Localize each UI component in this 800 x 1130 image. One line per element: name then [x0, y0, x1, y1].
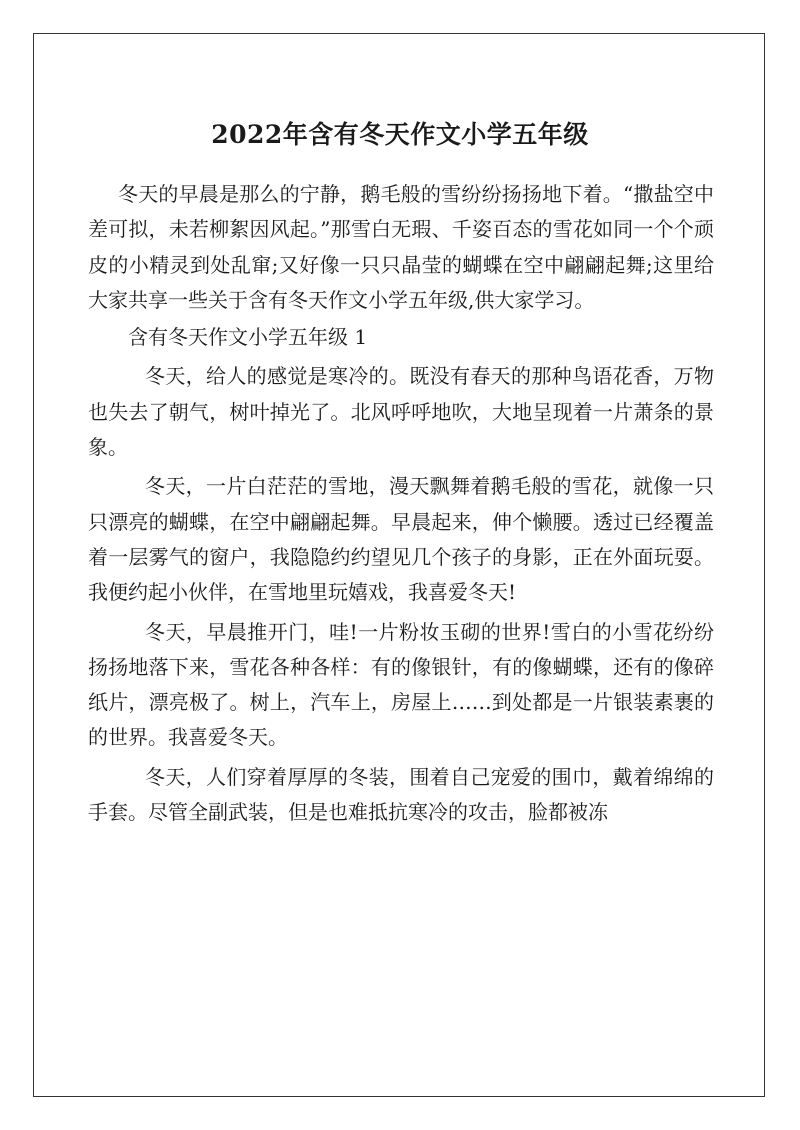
document-title: 2022年含有冬天作文小学五年级: [211, 119, 589, 149]
document-body: [88, 177, 714, 830]
body-paragraph: 冬天，给人的感觉是寒冷的。既没有春天的那种鸟语花香，万物也失去了朝气，树叶掉光了。北风呼呼地吹，大地呈现着一片萧条的景象。: [88, 364, 714, 460]
body-paragraph: 冬天，早晨推开门，哇!一片粉妆玉砌的世界!雪白的小雪花纷纷扬扬地落下来，雪花各种各样：有的像银针，有的像蝴蝶，还有的像碎纸片，漂亮极了。树上，汽车上，房屋上……到处都是一片银装素裹的的世界。我喜爱冬天。: [88, 619, 714, 750]
section-heading: 含有冬天作文小学五年级 1: [128, 325, 368, 350]
intro-paragraph: 冬天的早晨是那么的宁静，鹅毛般的雪纷纷扬扬地下着。“撒盐空中差可拟，未若柳絮因风起。”那雪白无瑕、千姿百态的雪花如同一个个顽皮的小精灵到处乱窜;又好像一只只晶莹的蝴蝶在空中翩翩起舞;这里给大家共享一些关于含有冬天作文小学五年级,供大家学习。: [88, 182, 714, 312]
body-paragraph: 冬天，人们穿着厚厚的冬装，围着自己宠爱的围巾，戴着绵绵的手套。尽管全副武装，但是也难抵抗寒冷的攻击，脸都被冻: [88, 764, 714, 825]
body-paragraph: 冬天，一片白茫茫的雪地，漫天飘舞着鹅毛般的雪花，就像一只只漂亮的蝴蝶，在空中翩翩起舞。早晨起来，伸个懒腰。透过已经覆盖着一层雾气的窗户，我隐隐约约望见几个孩子的身影，正在外面玩耍。我便约起小伙伴，在雪地里玩嬉戏，我喜爱冬天!: [88, 474, 714, 605]
